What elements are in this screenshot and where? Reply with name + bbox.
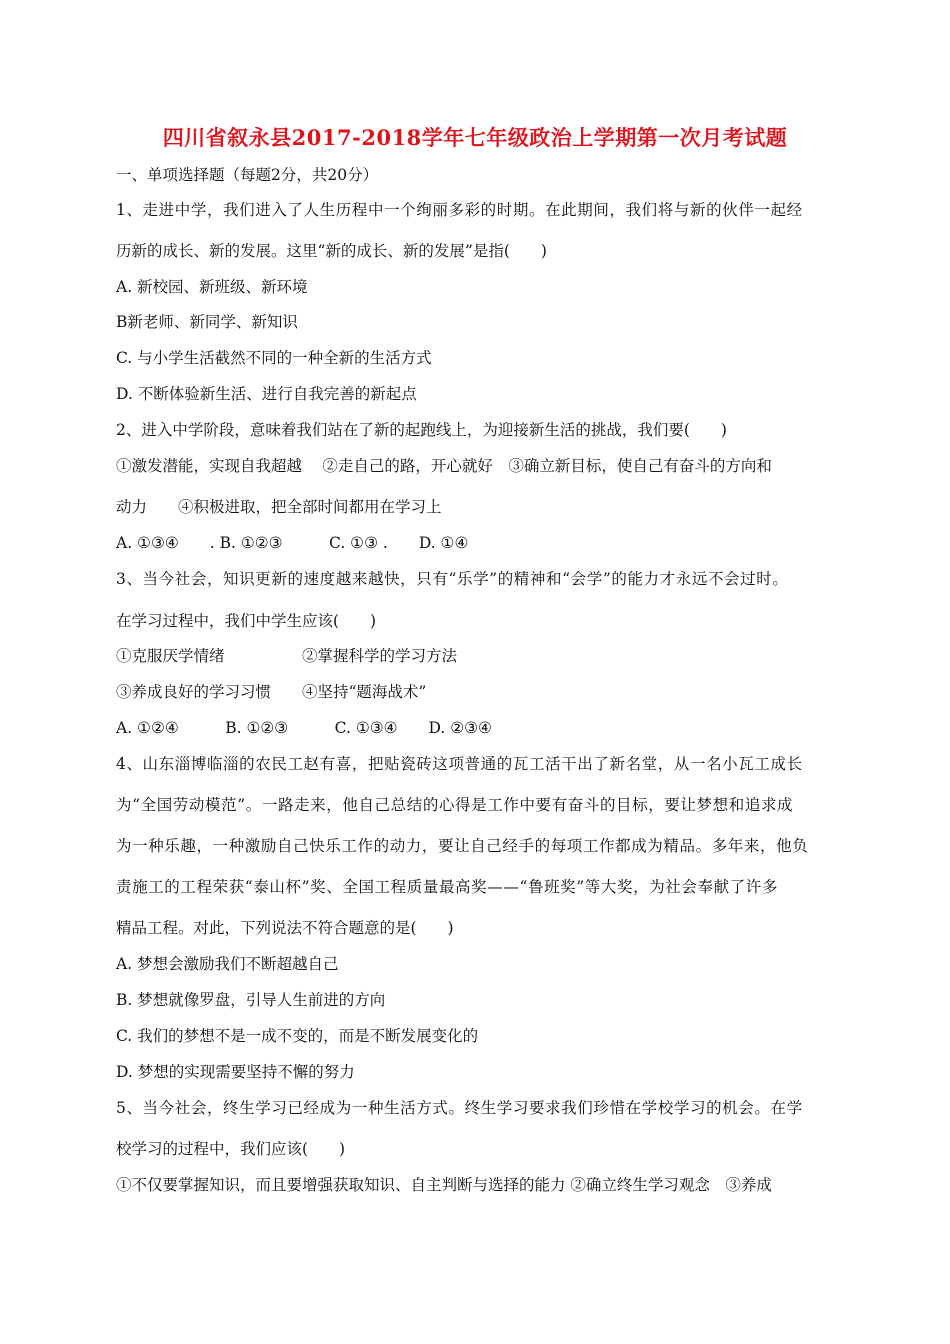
q2-items-line-1: ①激发潜能，实现自我超越 ②走自己的路，开心就好 ③确立新目标，使自己有奋斗的方向和 [116, 457, 772, 475]
q4-stem-line-5: 精品工程。对此，下列说法不符合题意的是( ) [116, 919, 454, 937]
q3-options: A. ①②④ B. ①②③ C. ①③④ D. ②③④ [116, 719, 492, 737]
q4-option-c: C. 我们的梦想不是一成不变的，而是不断发展变化的 [116, 1027, 479, 1045]
q4-option-b: B. 梦想就像罗盘，引导人生前进的方向 [116, 991, 386, 1009]
q5-items-line-1: ①不仅要掌握知识，而且要增强获取知识、自主判断与选择的能力 ②确立终生学习观念 ③养成 [116, 1176, 772, 1194]
q1-stem-line-1: 1、走进中学，我们进入了人生历程中一个绚丽多彩的时期。在此期间，我们将与新的伙伴一起经 [116, 201, 803, 219]
q1-option-d: D. 不断体验新生活、进行自我完善的新起点 [116, 385, 417, 403]
q4-option-d: D. 梦想的实现需要坚持不懈的努力 [116, 1063, 355, 1081]
q1-option-b: B新老师、新同学、新知识 [116, 313, 298, 331]
q2-options: A. ①③④ . B. ①②③ C. ①③ . D. ①④ [116, 534, 469, 552]
q3-items-line-1: ①克服厌学情绪 ②掌握科学的学习方法 [116, 647, 458, 665]
q3-items-line-2: ③养成良好的学习习惯 ④坚持“题海战术” [116, 683, 427, 701]
q5-stem-line-2: 校学习的过程中，我们应该( ) [116, 1140, 346, 1158]
section-heading: 一、单项选择题（每题2分，共20分） [116, 166, 379, 184]
q1-option-c: C. 与小学生活截然不同的一种全新的生活方式 [116, 349, 432, 367]
q4-option-a: A. 梦想会激励我们不断超越自己 [116, 955, 339, 973]
q4-stem-line-1: 4、山东淄博临淄的农民工赵有喜，把贴瓷砖这项普通的瓦工活干出了新名堂，从一名小瓦工成长 [116, 755, 803, 773]
q1-stem-line-2: 历新的成长、新的发展。这里“新的成长、新的发展”是指( ) [116, 242, 547, 260]
q4-stem-line-4: 责施工的工程荣获“泰山杯”奖、全国工程质量最高奖——“鲁班奖”等大奖，为社会奉献了许多 [116, 878, 778, 896]
q5-stem-line-1: 5、当今社会，终生学习已经成为一种生活方式。终生学习要求我们珍惜在学校学习的机会。在学 [116, 1099, 803, 1117]
exam-title: 四川省叙永县2017-2018学年七年级政治上学期第一次月考试题 [162, 125, 788, 150]
q3-stem-line-2: 在学习过程中，我们中学生应该( ) [116, 612, 377, 630]
q4-stem-line-3: 为一种乐趣，一种激励自己快乐工作的动力，要让自己经手的每项工作都成为精品。多年来，他负 [116, 837, 809, 855]
q3-stem-line-1: 3、当今社会，知识更新的速度越来越快，只有“乐学”的精神和“会学”的能力才永远不会过时。 [116, 570, 789, 588]
q1-option-a: A. 新校园、新班级、新环境 [116, 278, 308, 296]
q2-items-line-2: 动力 ④积极进取，把全部时间都用在学习上 [116, 498, 442, 516]
q2-stem: 2、进入中学阶段，意味着我们站在了新的起跑线上，为迎接新生活的挑战，我们要( ) [116, 421, 727, 439]
q4-stem-line-2: 为“全国劳动模范”。一路走来，他自己总结的心得是工作中要有奋斗的目标，要让梦想和追求成 [116, 796, 794, 814]
